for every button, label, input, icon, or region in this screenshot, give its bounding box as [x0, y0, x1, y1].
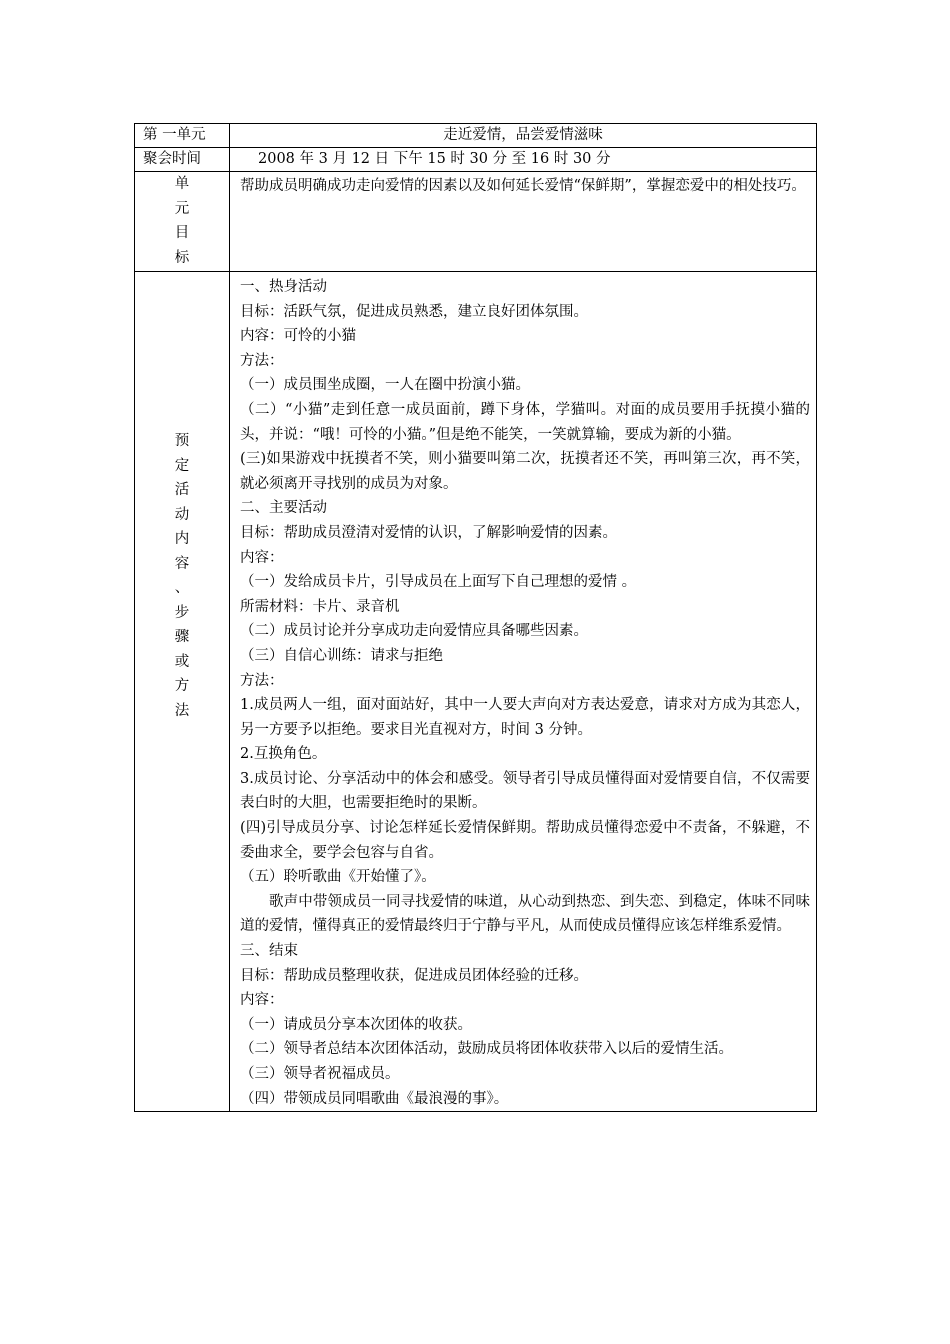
activity-line: 目标：帮助成员澄清对爱情的认识，了解影响爱情的因素。	[240, 524, 617, 541]
meeting-time-row	[135, 148, 817, 172]
unit-goal-label-cell	[135, 172, 230, 272]
activities-label-char: 预	[174, 433, 190, 449]
activity-line: 1.成员两人一组，面对面站好，其中一人要大声向对方表达爱意，请求对方成为其恋人，另一方要予以拒绝。要求目光直视对方，时间 3 分钟。	[240, 697, 810, 738]
activity-line: 所需材料：卡片、录音机	[240, 598, 400, 615]
activity-line: （二）“小猫”走到任意一成员面前，蹲下身体，学猫叫。对面的成员要用手抚摸小猫的头，并说：“哦！可怜的小猫。”但是绝不能笑，一笑就算输，要成为新的小猫。	[240, 401, 810, 443]
activity-line: (三)如果游戏中抚摸者不笑，则小猫要叫第二次，抚摸者还不笑，再叫第三次，再不笑，就必须离开寻找别的成员为对象。	[240, 451, 810, 492]
activity-line: （四）带领成员同唱歌曲《最浪漫的事》。	[240, 1090, 509, 1107]
activities-label-char: 骤	[174, 629, 190, 645]
unit-row	[135, 124, 817, 148]
activities-content	[230, 272, 817, 1112]
unit-goal-label-char: 标	[174, 249, 190, 266]
unit-goal-label-char: 单	[174, 176, 190, 192]
activities-label	[135, 272, 229, 723]
activity-line: 内容：	[240, 992, 284, 1009]
activities-label-char: 或	[174, 653, 190, 670]
activity-line: 内容：	[240, 549, 284, 566]
activities-label-cell	[135, 272, 230, 1112]
activities-row	[135, 272, 817, 1112]
activity-line: 2.互换角色。	[240, 746, 327, 763]
activity-line: 目标：活跃气氛，促进成员熟悉，建立良好团体氛围。	[240, 303, 588, 320]
activities-label-char: 步	[174, 604, 190, 621]
activity-line: （二）成员讨论并分享成功走向爱情应具备哪些因素。	[240, 623, 588, 640]
activities-label-char: 活	[174, 482, 190, 498]
activity-line: （一）请成员分享本次团体的收获。	[240, 1016, 472, 1033]
unit-goal-label-char: 目	[174, 225, 190, 241]
section-heading: 三、结束	[240, 943, 298, 960]
unit-goal-label	[135, 172, 229, 270]
activity-line: （三）自信心训练：请求与拒绝	[240, 647, 443, 664]
activity-line: 内容：可怜的小猫	[240, 328, 356, 345]
activities-label-char: 法	[174, 702, 190, 719]
activity-line: （一）发给成员卡片，引导成员在上面写下自己理想的爱情 。	[240, 574, 637, 591]
meeting-time-value: 2008 年 3 月 12 日 下午 15 时 30 分 至 16 时 30 分	[230, 148, 817, 172]
activity-line: （二）领导者总结本次团体活动，鼓励成员将团体收获带入以后的爱情生活。	[240, 1041, 733, 1058]
unit-goal-text: 帮助成员明确成功走向爱情的因素以及如何延长爱情“保鲜期”，掌握恋爱中的相处技巧。	[230, 172, 817, 272]
session-plan-table	[134, 123, 817, 1112]
activities-label-char: 定	[174, 457, 190, 474]
unit-title: 走近爱情，品尝爱情滋味	[230, 124, 817, 148]
unit-goal-label-char: 元	[174, 200, 190, 217]
activity-line: (四)引导成员分享、讨论怎样延长爱情保鲜期。帮助成员懂得恋爱中不责备，不躲避，不委曲求全，要学会包容与自省。	[240, 820, 810, 861]
activity-line: 方法：	[240, 352, 284, 369]
activity-line: （五）聆听歌曲《开始懂了》。	[240, 869, 436, 886]
activity-line: 目标：帮助成员整理收获，促进成员团体经验的迁移。	[240, 967, 588, 984]
activity-line: （三）领导者祝福成员。	[240, 1066, 400, 1082]
unit-goal-row	[135, 172, 817, 272]
activities-label-char: 方	[174, 678, 190, 694]
activity-line: 方法：	[240, 672, 284, 689]
activities-label-char: 动	[174, 506, 190, 523]
activities-label-char: 内	[174, 531, 190, 547]
unit-label: 第 一单元	[135, 124, 230, 148]
meeting-time-label: 聚会时间	[135, 148, 230, 172]
activity-line: （一）成员围坐成圈，一人在圈中扮演小猫。	[240, 377, 530, 394]
activities-label-char: 、	[174, 580, 190, 596]
activity-line: 3.成员讨论、分享活动中的体会和感受。领导者引导成员懂得面对爱情要自信，不仅需要表白时的大胆，也需要拒绝时的果断。	[240, 770, 810, 812]
section-heading: 二、主要活动	[240, 500, 327, 517]
activities-label-char: 容	[174, 555, 190, 572]
activity-paragraph: 歌声中带领成员一同寻找爱情的味道，从心动到热恋、到失恋、到稳定，体味不同味道的爱情，懂得真正的爱情最终归于宁静与平凡，从而使成员懂得应该怎样维系爱情。	[240, 893, 810, 935]
section-heading: 一、热身活动	[240, 279, 327, 295]
